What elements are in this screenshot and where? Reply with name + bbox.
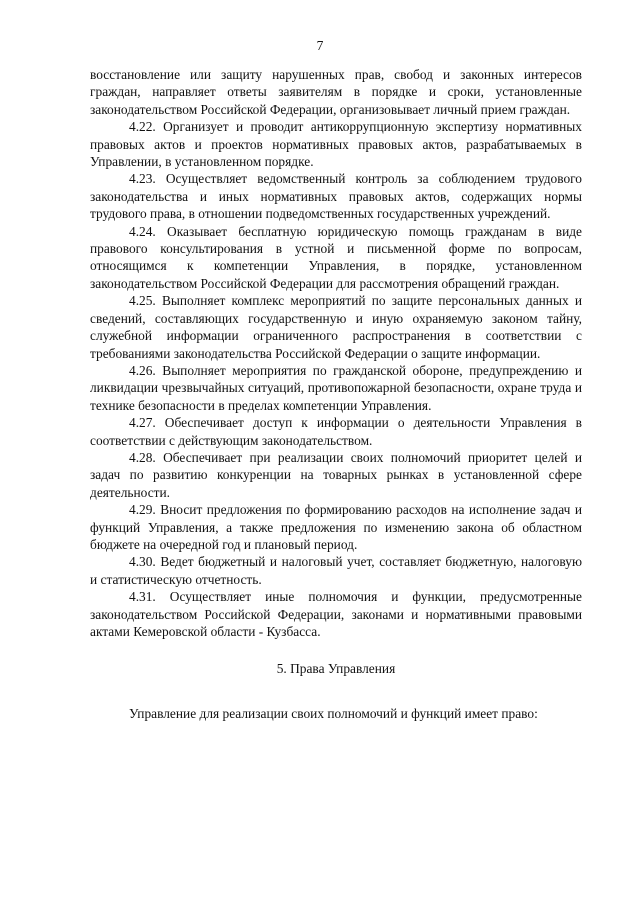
paragraph-4-29: 4.29. Вносит предложения по формированию расходов на исполнение задач и функций Управления, а также предложения по изменению закона об областном бюджете на очередной год и плановый период. — [90, 502, 582, 552]
paragraph-4-22: 4.22. Организует и проводит антикоррупционную экспертизу нормативных правовых актов и проектов нормативных правовых актов, разрабатываемых в Управлении, в установленном порядке. — [90, 119, 582, 170]
section-intro: Управление для реализации своих полномочий и функций имеет право: — [129, 705, 538, 721]
paragraph-4-27: 4.27. Обеспечивает доступ к информации о деятельности Управления в соответствии с действующим законодательством. — [90, 415, 582, 448]
paragraph-4-30: 4.30. Ведет бюджетный и налоговый учет, составляет бюджетную, налоговую и статистическую отчетность. — [90, 554, 582, 587]
document-body — [90, 66, 582, 722]
paragraph-4-26: 4.26. Выполняет мероприятия по гражданской обороне, предупреждению и ликвидации чрезвычайных ситуаций, противопожарной безопасности, охране труда и технике безопасности в пределах компетенции Управления. — [90, 362, 582, 413]
paragraph-4-25: 4.25. Выполняет комплекс мероприятий по защите персональных данных и сведений, составляющих государственную и иную охраняемую законом тайну, служебной информации ограниченного распространения в соответствии с требованиями законодательства Российской Федерации о защите информации. — [90, 293, 582, 361]
paragraph-continuation: восстановление или защиту нарушенных прав, свобод и законных интересов граждан, направляет ответы заявителям в порядке и сроки, установленные законодательством Российской Федерации, организовывает личный прием граждан. — [90, 67, 582, 117]
paragraph-4-23: 4.23. Осуществляет ведомственный контроль за соблюдением трудового законодательства и иных нормативных правовых актов, содержащих нормы трудового права, в отношении подведомственных государственных учреждений. — [90, 171, 582, 222]
page-number: 7 — [316, 38, 324, 53]
paragraph-4-28: 4.28. Обеспечивает при реализации своих полномочий приоритет целей и задач по развитию конкуренции на товарных рынках в установленной сфере деятельности. — [90, 449, 582, 500]
paragraph-4-31: 4.31. Осуществляет иные полномочия и функции, предусмотренные законодательством Российской Федерации, законами и нормативными правовыми актами Кемеровской области - Кузбасса. — [90, 589, 582, 639]
paragraph-4-24: 4.24. Оказывает бесплатную юридическую помощь гражданам в виде правового консультирования в устной и письменной форме по вопросам, относящимся к компетенции Управления, в порядке, установленном законодательством Российской Федерации для рассмотрения обращений граждан. — [90, 223, 582, 291]
section-heading: 5. Права Управления — [276, 661, 396, 677]
